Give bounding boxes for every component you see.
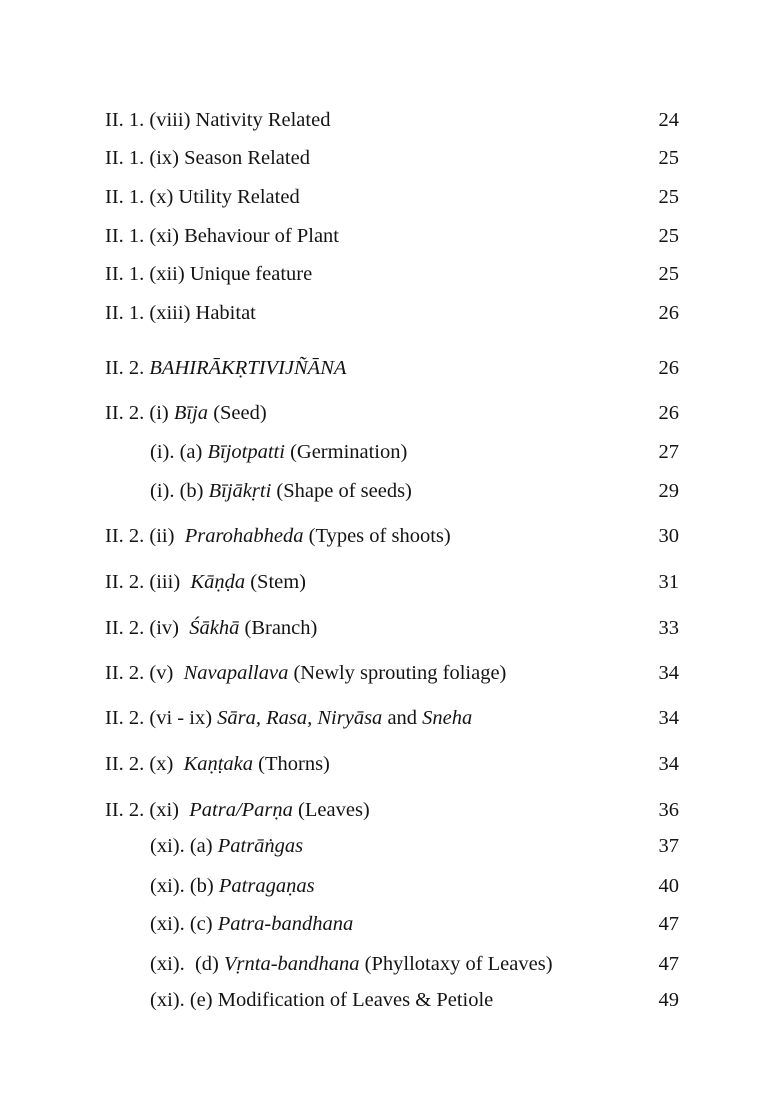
toc-entry — [0, 750, 780, 778]
toc-entry-title — [105, 522, 451, 550]
sanskrit-term: Sāra, Rasa, Niryāsa — [217, 707, 383, 729]
toc-entry — [0, 477, 780, 505]
toc-entry-title — [105, 183, 300, 211]
toc-entry-title — [105, 354, 346, 382]
title-text: (Leaves) — [292, 799, 370, 821]
sanskrit-term: BAHIRĀKṚTIVIJÑĀNA — [149, 357, 347, 379]
page-number: 34 — [658, 662, 679, 684]
toc-entry — [0, 399, 780, 427]
title-text: II. 2. (x) — [105, 753, 184, 775]
toc-entry — [0, 986, 780, 1014]
title-text: (Branch) — [239, 617, 318, 639]
toc-entry — [0, 872, 780, 900]
toc-entry-title — [105, 399, 267, 427]
sanskrit-term: Kāṇḍa — [190, 571, 246, 593]
toc-entry-title — [150, 872, 315, 900]
title-text: II. 2. (xi) — [105, 799, 190, 821]
title-text: II. 1. (xi) Behaviour of Plant — [105, 225, 339, 247]
toc-entry — [0, 950, 780, 978]
toc-entry-title — [105, 299, 256, 327]
sanskrit-term: Sneha — [422, 707, 473, 729]
sanskrit-term: Bīja — [173, 402, 209, 424]
toc-entry-title — [150, 910, 353, 938]
sanskrit-term: Patra/Parṇa — [189, 799, 293, 821]
toc-entry — [0, 106, 780, 134]
title-text: (Germination) — [284, 441, 408, 463]
page-number: 26 — [658, 302, 679, 324]
sanskrit-term: Patragaṇas — [218, 875, 315, 897]
page-number: 37 — [658, 835, 679, 857]
toc-entry — [0, 704, 780, 732]
title-text: II. 2. (vi - ix) — [105, 707, 218, 729]
toc-entry-title — [105, 659, 506, 687]
title-text: II. 1. (viii) Nativity Related — [105, 109, 331, 131]
page-number: 27 — [658, 441, 679, 463]
toc-entry — [0, 260, 780, 288]
title-text: (Types of shoots) — [303, 525, 451, 547]
toc-entry-title — [105, 106, 330, 134]
title-text: (Phyllotaxy of Leaves) — [359, 953, 553, 975]
toc-entry-title — [150, 477, 412, 505]
toc-entry — [0, 796, 780, 824]
toc-entry — [0, 614, 780, 642]
page-number: 34 — [658, 753, 679, 775]
toc-entry-title — [105, 614, 317, 642]
page-number: 29 — [658, 480, 679, 502]
page-number: 47 — [658, 913, 679, 935]
title-text: (xi). (a) — [150, 835, 218, 857]
toc-entry-title — [105, 750, 330, 778]
title-text: II. 2. (ii) — [105, 525, 185, 547]
title-text: II. 2. (i) — [105, 402, 174, 424]
toc-entry — [0, 299, 780, 327]
toc-entry — [0, 183, 780, 211]
toc-entry-title — [150, 832, 303, 860]
sanskrit-term: Bījākṛti — [208, 480, 272, 502]
page-number: 33 — [658, 617, 679, 639]
toc-entry-title — [150, 986, 493, 1014]
toc-entry — [0, 354, 780, 382]
toc-entry — [0, 659, 780, 687]
title-text: II. 2. (iii) — [105, 571, 191, 593]
sanskrit-term: Navapallava — [183, 662, 289, 684]
toc-entry — [0, 222, 780, 250]
toc-entry — [0, 438, 780, 466]
toc-entry-title — [105, 144, 310, 172]
toc-entry-title — [105, 222, 339, 250]
toc-entry-title — [105, 568, 306, 596]
title-text: (i). (a) — [150, 441, 208, 463]
page-number: 30 — [658, 525, 679, 547]
sanskrit-term: Patra-bandhana — [217, 913, 354, 935]
page-number: 25 — [658, 263, 679, 285]
toc-entry — [0, 144, 780, 172]
page-number: 24 — [658, 109, 679, 131]
toc-entry — [0, 522, 780, 550]
title-text: (xi). (e) Modification of Leaves & Petiole — [150, 989, 494, 1011]
sanskrit-term: Patrāṅgas — [217, 835, 304, 857]
title-text: (xi). (d) — [150, 953, 225, 975]
title-text: II. 2. (v) — [105, 662, 184, 684]
page-number: 25 — [658, 186, 679, 208]
page-number: 49 — [658, 989, 679, 1011]
title-text: (Newly sprouting foliage) — [288, 662, 507, 684]
toc-entry-title — [105, 796, 370, 824]
title-text: (Stem) — [245, 571, 307, 593]
title-text: (Shape of seeds) — [271, 480, 412, 502]
sanskrit-term: Bījotpatti — [207, 441, 285, 463]
page-number: 26 — [658, 357, 679, 379]
title-text: II. 1. (xii) Unique feature — [105, 263, 313, 285]
sanskrit-term: Śākhā — [189, 617, 240, 639]
title-text: II. 1. (ix) Season Related — [105, 147, 310, 169]
title-text: (xi). (c) — [150, 913, 218, 935]
toc-entry-title — [150, 438, 407, 466]
toc-entry-title — [105, 260, 312, 288]
title-text: and — [382, 707, 423, 729]
page-number: 36 — [658, 799, 679, 821]
title-text: (Thorns) — [253, 753, 330, 775]
title-text: II. 1. (xiii) Habitat — [105, 302, 256, 324]
toc-entry-title — [150, 950, 553, 978]
toc-entry-title — [105, 704, 472, 732]
sanskrit-term: Kaṇṭaka — [183, 753, 254, 775]
title-text: II. 2. (iv) — [105, 617, 190, 639]
title-text: (i). (b) — [150, 480, 209, 502]
page-number: 40 — [658, 875, 679, 897]
toc-entry — [0, 910, 780, 938]
title-text: II. 2. — [105, 357, 150, 379]
title-text: (xi). (b) — [150, 875, 219, 897]
sanskrit-term: Vṛnta-bandhana — [224, 953, 360, 975]
toc-entry — [0, 832, 780, 860]
sanskrit-term: Prarohabheda — [184, 525, 304, 547]
toc-entry — [0, 568, 780, 596]
page-number: 34 — [658, 707, 679, 729]
page-number: 47 — [658, 953, 679, 975]
page-number: 26 — [658, 402, 679, 424]
page-number: 31 — [658, 571, 679, 593]
title-text: II. 1. (x) Utility Related — [105, 186, 300, 208]
title-text: (Seed) — [208, 402, 267, 424]
page-number: 25 — [658, 147, 679, 169]
page-number: 25 — [658, 225, 679, 247]
